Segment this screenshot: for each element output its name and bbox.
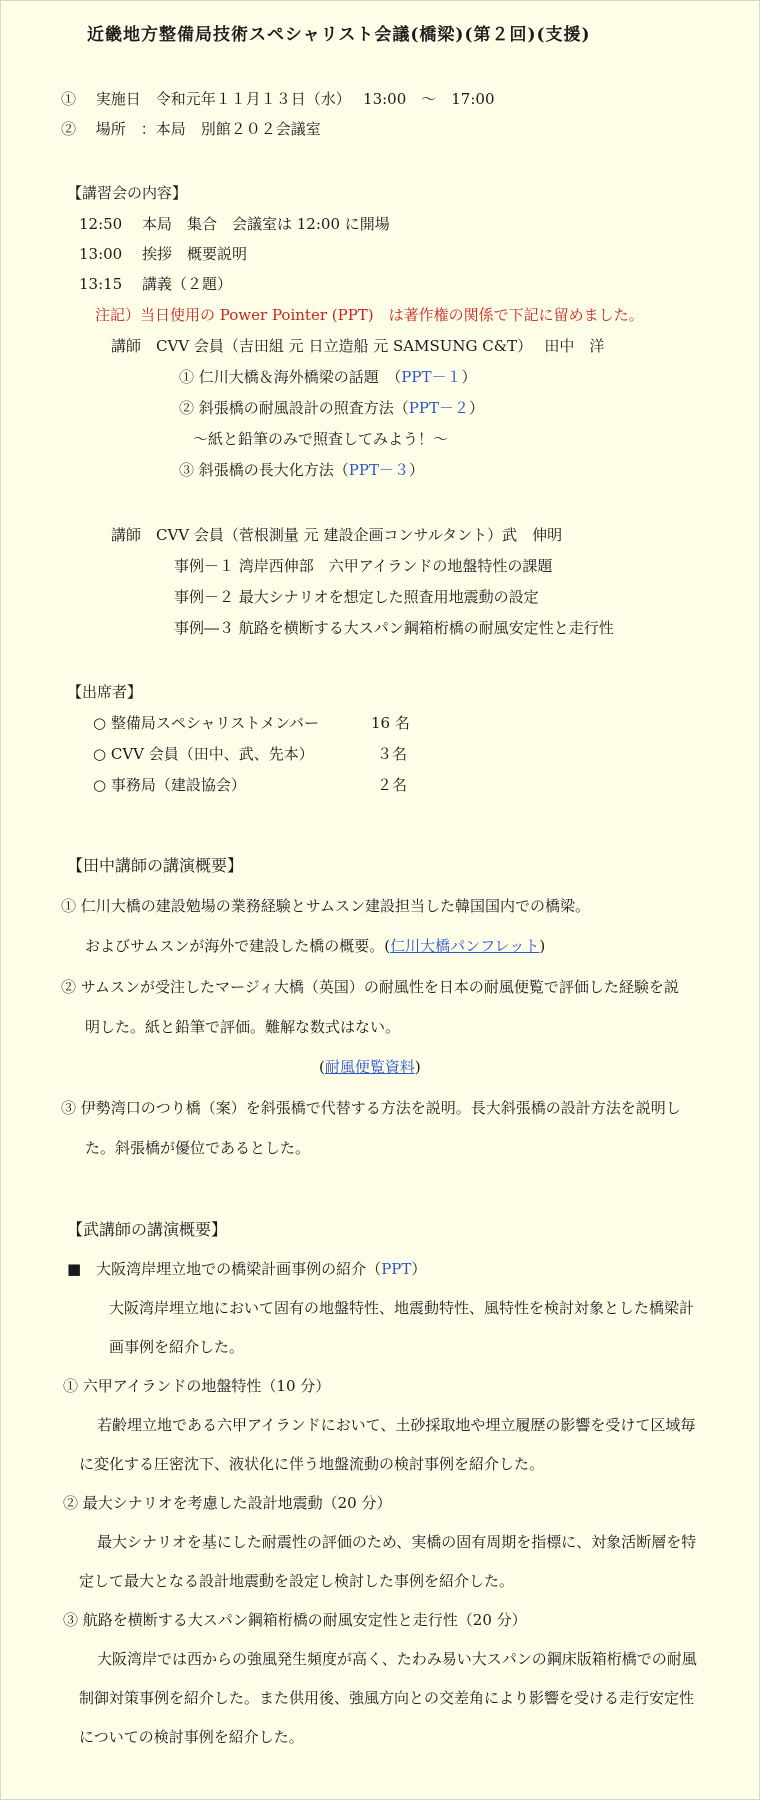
take-item-2-desc-2: 定して最大となる設計地震動を設定し検討した事例を紹介した。 xyxy=(79,1572,515,1590)
take-item-3: ③ 航路を横断する大スパン鋼箱桁橋の耐風安定性と走行性（20 分） xyxy=(63,1611,527,1629)
content-heading: 【講習会の内容】 xyxy=(67,184,188,202)
lecturer-tanaka: 講師 CVV 会員（吉田組 元 日立造船 元 SAMSUNG C&T） 田中 洋 xyxy=(111,337,605,355)
tanaka-point-3a: ③ 伊勢湾口のつり橋（案）を斜張橋で代替する方法を説明。長大斜張橋の設計方法を説明し xyxy=(61,1099,681,1117)
tanaka-point-1b xyxy=(85,936,545,956)
take-item-3-desc-3: についての検討事例を紹介した。 xyxy=(79,1728,304,1746)
tanaka-heading: 【田中講師の講演概要】 xyxy=(67,856,244,875)
incheon-pamphlet-link[interactable]: 仁川大橋パンフレット xyxy=(390,937,540,955)
attendee-3-count: ２名 xyxy=(377,776,408,794)
case-2: 事例－２ 最大シナリオを想定した照査用地震動の設定 xyxy=(174,588,539,606)
tanaka-point-1b-end: ) xyxy=(539,937,546,955)
topic-3-label: ③ 斜張橋の長大化方法 xyxy=(179,461,334,479)
take-bullet-desc-1: 大阪湾岸埋立地において固有の地盤特性、地震動特性、風特性を検討対象とした橋梁計 xyxy=(109,1299,695,1317)
take-bullet-desc-2: 画事例を紹介した。 xyxy=(109,1338,245,1356)
tanaka-point-1a: ① 仁川大橋の建設勉場の業務経験とサムスン建設担当した韓国国内での橋梁。 xyxy=(61,897,591,915)
attendee-2-label: ○ CVV 会員（田中、武、先本） xyxy=(93,745,314,763)
info-place: ② 場所 ：本局 別館２０２会議室 xyxy=(61,120,321,138)
attendees-heading: 【出席者】 xyxy=(67,683,143,701)
schedule-2: 13:00 挨拶 概要説明 xyxy=(79,245,247,263)
take-item-1-desc-1: 若齢埋立地である六甲アイランドにおいて、土砂採取地や埋立履歴の影響を受けて区域毎 xyxy=(97,1416,696,1434)
topic-2: ② 斜張橋の耐風設計の照査方法（PPT－２） xyxy=(179,399,485,417)
topic-1: ① 仁川大橋＆海外橋梁の話題 （PPT－１） xyxy=(179,368,477,386)
take-item-2: ② 最大シナリオを考慮した設計地震動（20 分） xyxy=(63,1494,392,1512)
tanaka-point-2a: ② サムスンが受注したマージィ大橋（英国）の耐風性を日本の耐風便覧で評価した経験を説 xyxy=(61,978,679,996)
page-title: 近畿地方整備局技術スペシャリスト会議(橋梁)(第２回)(支援) xyxy=(87,25,591,45)
take-item-3-desc-1: 大阪湾岸では西からの強風発生頻度が高く、たわみ易い大スパンの鋼床版箱桁橋での耐風 xyxy=(97,1650,697,1668)
tanaka-point-1b-text: およびサムスンが海外で建設した橋の概要。( xyxy=(85,937,391,955)
ppt-3-link[interactable]: PPT－３ xyxy=(348,461,409,479)
tanaka-point-2c: (耐風便覧資料) xyxy=(319,1058,421,1076)
case-1: 事例－１ 湾岸西伸部 六甲アイランドの地盤特性の課題 xyxy=(174,557,553,575)
topic-3: ③ 斜張橋の長大化方法（PPT－３） xyxy=(179,461,425,479)
attendee-2-count: ３名 xyxy=(377,745,408,763)
topic-2-label: ② 斜張橋の耐風設計の照査方法 xyxy=(179,399,394,417)
ppt-1-link[interactable]: PPT－１ xyxy=(401,368,462,386)
attendee-1-count: 16 名 xyxy=(371,714,410,732)
attendee-3-label: ○ 事務局（建設協会） xyxy=(93,776,246,794)
take-heading: 【武講師の講演概要】 xyxy=(67,1220,228,1239)
copyright-note: 注記）当日使用の Power Pointer (PPT) は著作権の関係で下記に留めました。 xyxy=(95,306,644,324)
case-3: 事例―３ 航路を横断する大スパン鋼箱桁橋の耐風安定性と走行性 xyxy=(174,619,614,637)
wind-manual-link[interactable]: 耐風便覧資料 xyxy=(324,1058,415,1076)
take-bullet-text: ■ 大阪湾岸埋立地での橋梁計画事例の紹介（ xyxy=(67,1260,382,1278)
ppt-2-link[interactable]: PPT－２ xyxy=(408,399,469,417)
tanaka-point-2b: 明した。紙と鉛筆で評価。難解な数式はない。 xyxy=(85,1018,401,1036)
take-bullet xyxy=(67,1259,426,1279)
lecturer-take: 講師 CVV 会員（菅根測量 元 建設企画コンサルタント）武 伸明 xyxy=(111,526,563,544)
take-item-1: ① 六甲アイランドの地盤特性（10 分） xyxy=(63,1377,331,1395)
take-ppt-link[interactable]: PPT xyxy=(381,1260,412,1278)
schedule-1: 12:50 本局 集合 会議室は 12:00 に開場 xyxy=(79,215,390,233)
tanaka-point-3b: た。斜張橋が優位であるとした。 xyxy=(85,1139,311,1157)
take-item-3-desc-2: 制御対策事例を紹介した。また供用後、強風方向との交差角により影響を受ける走行安定性 xyxy=(79,1689,695,1707)
take-item-2-desc-1: 最大シナリオを基にした耐震性の評価のため、実橋の固有周期を指標に、対象活断層を特 xyxy=(97,1533,697,1551)
schedule-3: 13:15 講義（２題） xyxy=(79,275,232,293)
take-item-1-desc-2: に変化する圧密沈下、液状化に伴う地盤流動の検討事例を紹介した。 xyxy=(79,1455,545,1473)
take-bullet-end: ） xyxy=(411,1260,427,1278)
info-date: ① 実施日 令和元年１１月１３日（水） 13:00 ～ 17:00 xyxy=(61,90,495,108)
attendee-1-label: ○ 整備局スペシャリストメンバー xyxy=(93,714,320,732)
topic-2-subtitle: ～紙と鉛筆のみで照査してみよう！～ xyxy=(193,430,449,448)
topic-1-label: ① 仁川大橋＆海外橋梁の話題 xyxy=(179,368,394,386)
